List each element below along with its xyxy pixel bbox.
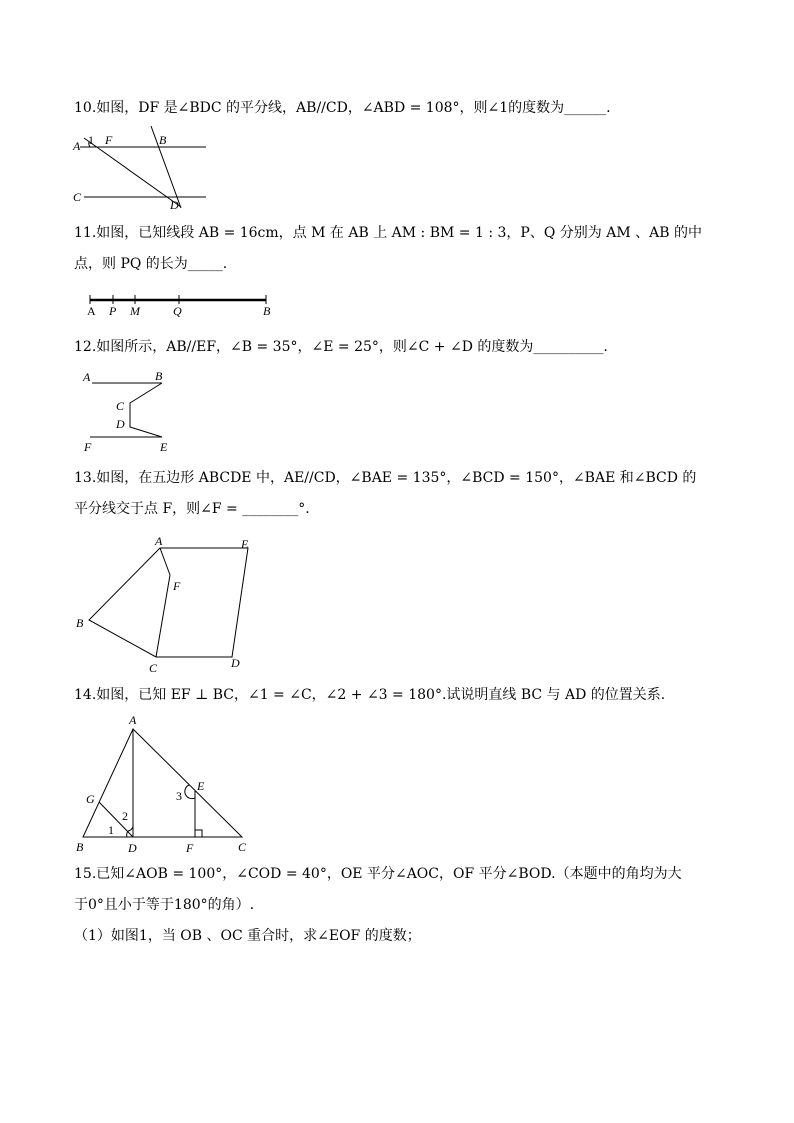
- q15-text-line3: （1）如图1，当 OB 、OC 重合时，求∠EOF 的度数；: [74, 928, 421, 944]
- q15-text-line2: 于0°且小于等于180°的角）.: [74, 897, 255, 913]
- label-d: D: [116, 417, 125, 431]
- label-3: 3: [176, 789, 182, 803]
- label-p: P: [109, 304, 117, 318]
- label-2: 2: [122, 809, 128, 823]
- angle-2-arc: [128, 824, 133, 831]
- q10-figure: [70, 124, 215, 210]
- q13-pentagon-figure: [72, 530, 262, 678]
- q11-text-line1: 11.如图，已知线段 AB = 16cm，点 M 在 AB 上 AM : BM = 1 : 3，P、Q 分别为 AM 、AB 的中: [74, 225, 702, 241]
- q12-figure: [78, 364, 178, 456]
- label-c: C: [116, 399, 125, 413]
- label-e: E: [197, 779, 205, 793]
- triangle-abc: [83, 729, 242, 837]
- label-a: A: [83, 370, 91, 384]
- angle-1-arc: [127, 831, 128, 837]
- label-b: B: [263, 304, 271, 318]
- label-c: C: [73, 190, 82, 204]
- q11-segment-figure: [84, 290, 279, 318]
- q14-text: 14.如图，已知 EF ⊥ BC，∠1 = ∠C，∠2 + ∠3 = 180°.试说明直线 BC 与 AD 的位置关系.: [74, 687, 666, 703]
- label-1: 1: [88, 133, 94, 147]
- label-e: E: [241, 537, 249, 551]
- right-angle-mark: [195, 830, 202, 837]
- label-b: B: [155, 369, 163, 383]
- label-b: B: [76, 616, 84, 630]
- label-a: A: [155, 534, 163, 548]
- label-d: D: [231, 656, 240, 670]
- label-m: M: [130, 304, 140, 318]
- label-b: B: [159, 133, 167, 147]
- label-a: A: [87, 304, 96, 318]
- label-e: E: [160, 440, 168, 454]
- pentagon-abcde: [89, 548, 248, 657]
- label-g: G: [86, 792, 95, 806]
- label-f: F: [84, 440, 92, 454]
- label-a: A: [129, 713, 137, 727]
- label-f: F: [186, 841, 194, 855]
- q10-text: 10.如图，DF 是∠BDC 的平分线，AB//CD，∠ABD = 108°，则∠1的度数为______.: [74, 100, 611, 116]
- q15-text-line1: 15.已知∠AOB = 100°，∠COD = 40°，OE 平分∠AOC，OF 平分∠BOD.（本题中的角均为大: [74, 866, 682, 882]
- label-a: A: [73, 139, 81, 153]
- label-q: Q: [173, 304, 182, 318]
- label-1: 1: [108, 823, 114, 837]
- q14-triangle-figure: [72, 712, 257, 858]
- angle-3-arc: [185, 785, 195, 799]
- label-c: C: [238, 840, 247, 854]
- polyline-bcde: [130, 383, 162, 437]
- q13-text-line1: 13.如图，在五边形 ABCDE 中，AE//CD，∠BAE = 135°，∠BCD = 150°，∠BAE 和∠BCD 的: [74, 470, 697, 486]
- label-f: F: [105, 133, 113, 147]
- label-d: D: [128, 841, 137, 855]
- q11-text-line2: 点，则 PQ 的长为_____.: [74, 256, 228, 272]
- label-f: F: [173, 579, 181, 593]
- label-c: C: [149, 661, 158, 675]
- bisectors-af-cf: [156, 548, 170, 657]
- label-d: D: [170, 198, 179, 210]
- q13-text-line2: 平分线交于点 F，则∠F = ________°.: [74, 501, 310, 517]
- q12-text: 12.如图所示，AB//EF，∠B = 35°，∠E = 25°，则∠C + ∠D 的度数为__________.: [74, 339, 608, 355]
- label-b: B: [76, 840, 84, 854]
